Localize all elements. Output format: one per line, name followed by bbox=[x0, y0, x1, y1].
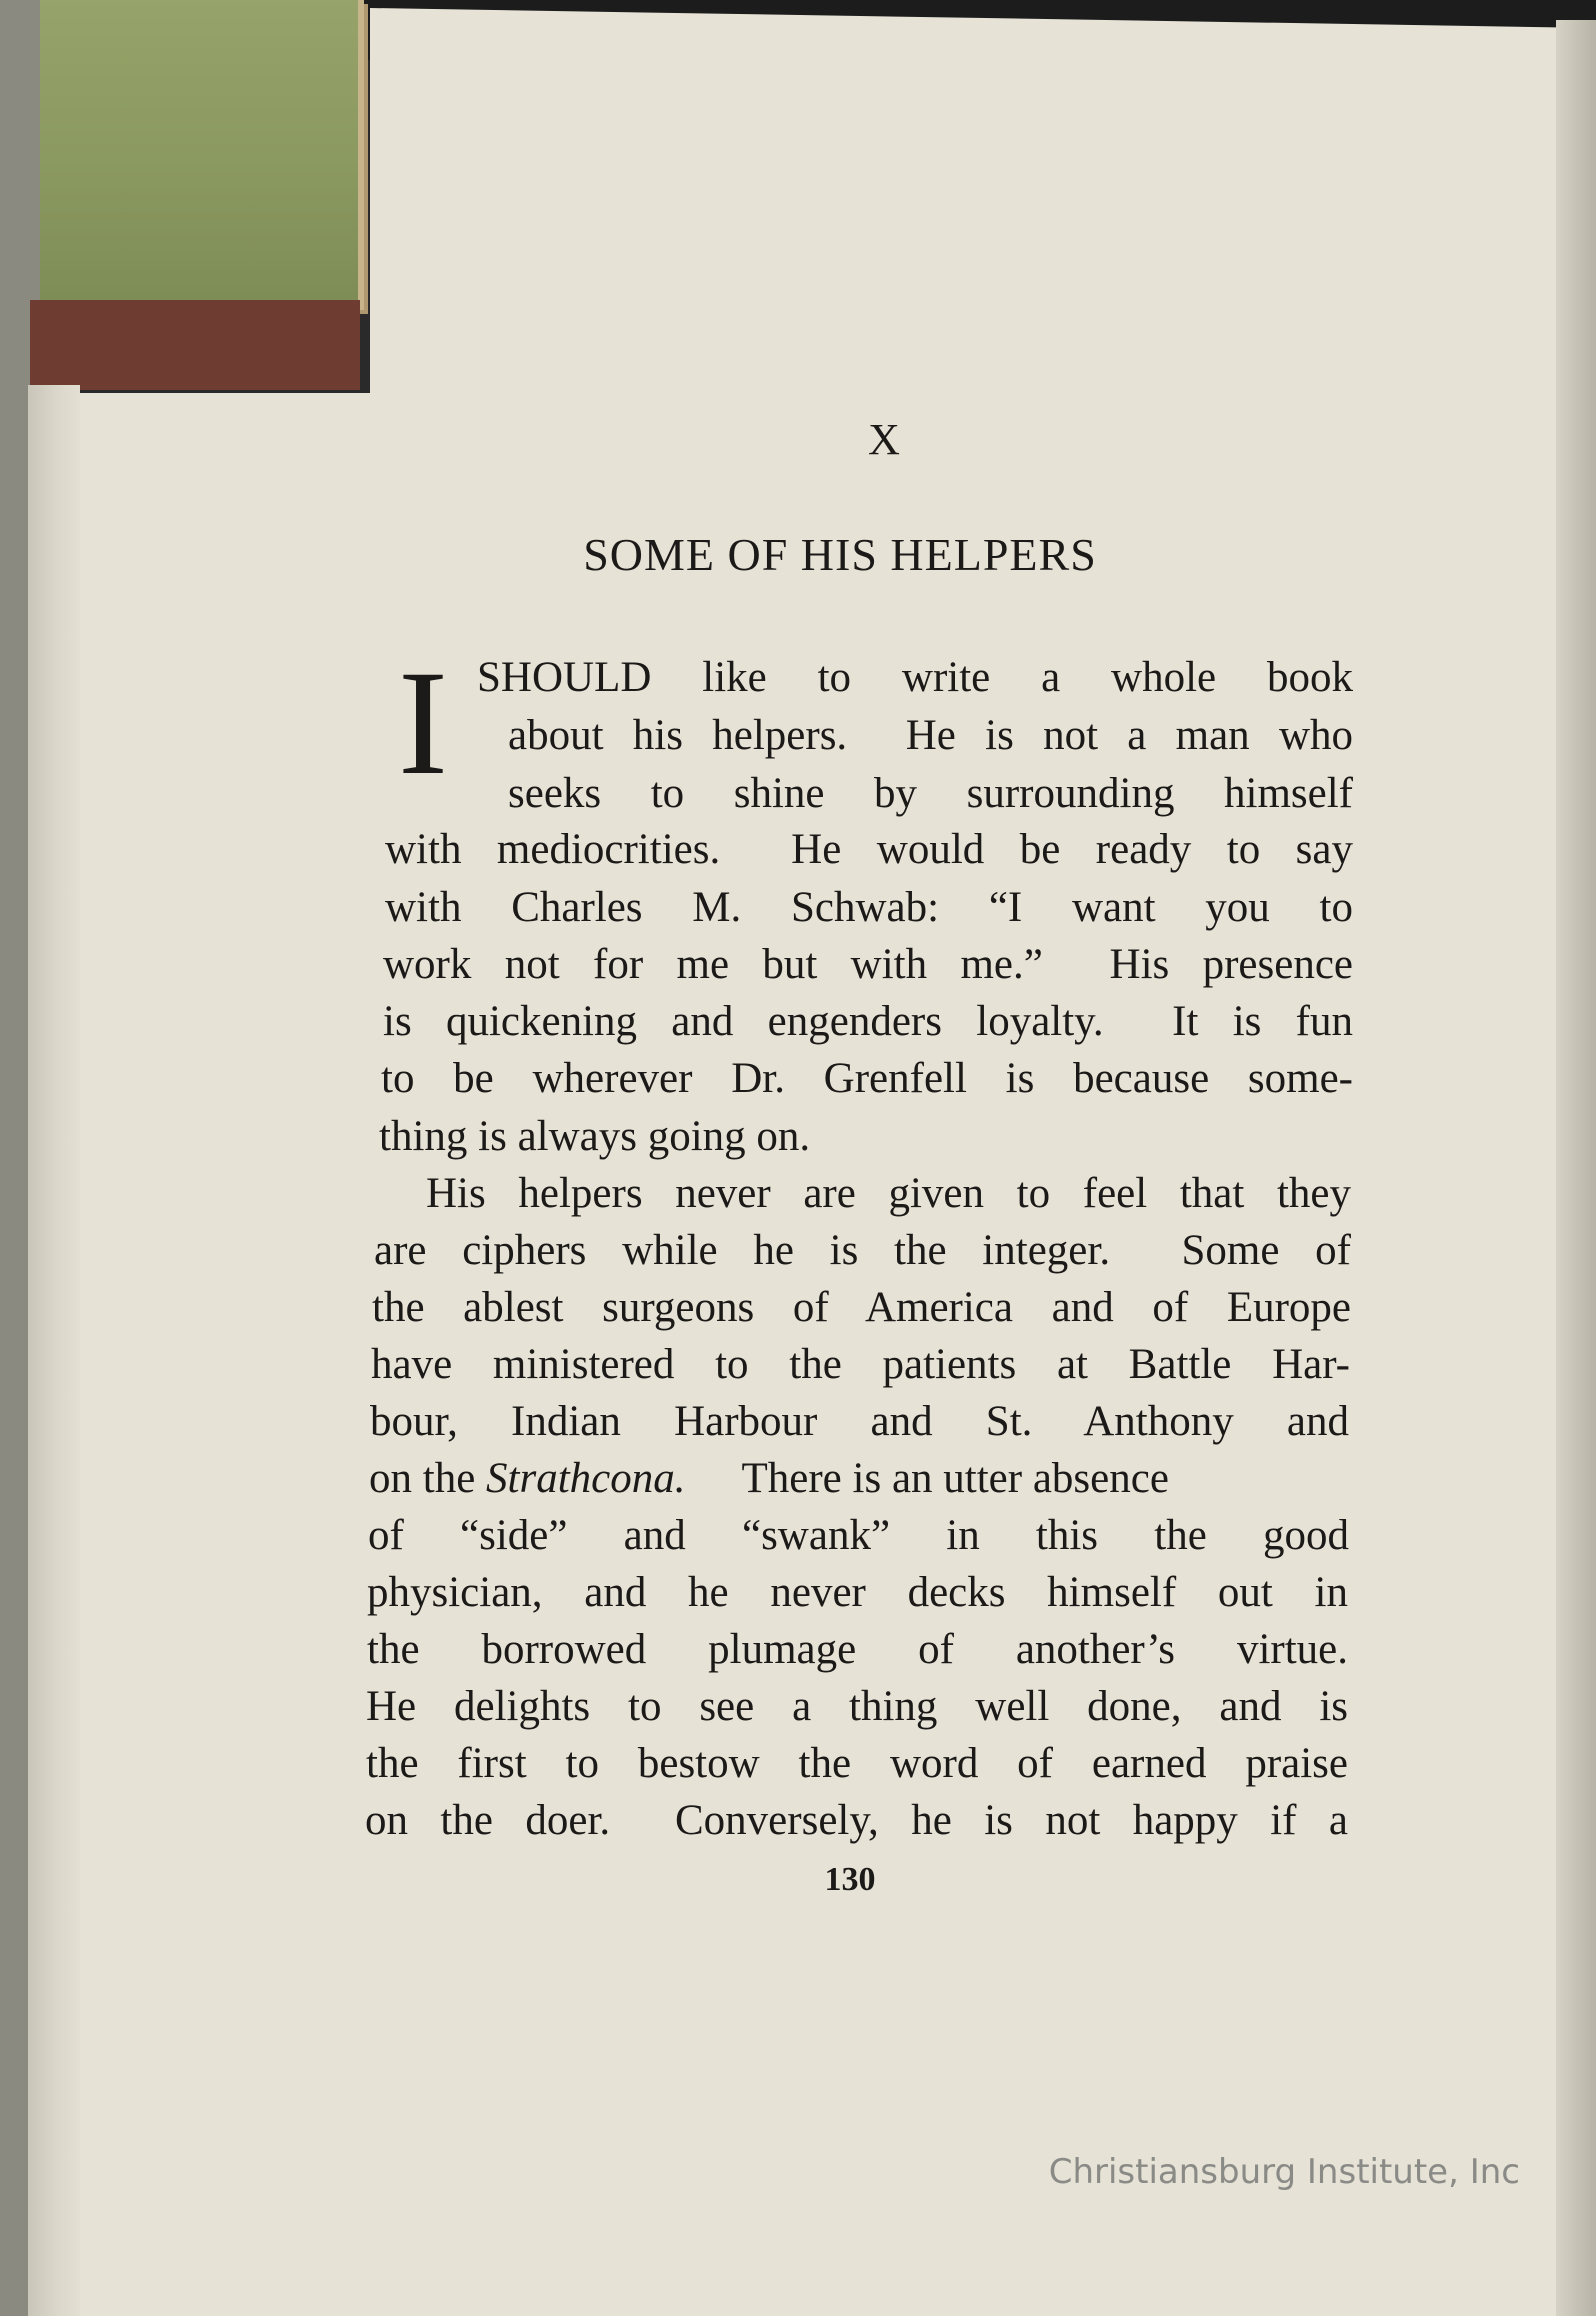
text-line: the first to bestow the word of earned praise bbox=[366, 1740, 1348, 1787]
text-line: have ministered to the patients at Battle Har- bbox=[371, 1341, 1350, 1388]
book-cover-inner bbox=[30, 300, 360, 390]
text-line: with Charles M. Schwab: “I want you to bbox=[385, 884, 1353, 931]
text-line: thing is always going on. bbox=[379, 1113, 811, 1160]
page-number: 130 bbox=[824, 1861, 876, 1898]
text-line: the borrowed plumage of another’s virtue. bbox=[367, 1626, 1348, 1673]
text-line: is quickening and engenders loyalty. It is fun bbox=[383, 998, 1353, 1045]
watermark: Christiansburg Institute, Inc bbox=[1048, 2152, 1520, 2192]
text-line: to be wherever Dr. Grenfell is because some- bbox=[381, 1055, 1353, 1102]
chapter-title: SOME OF HIS HELPERS bbox=[583, 529, 1097, 580]
text-line: on the Strathcona. There is an utter absence bbox=[369, 1455, 1169, 1502]
text-line: work not for me but with me.” His presence bbox=[383, 941, 1353, 988]
text-line: seeks to shine by surrounding himself bbox=[508, 770, 1353, 817]
text-line: physician, and he never decks himself out in bbox=[367, 1569, 1348, 1616]
text-line: with mediocrities. He would be ready to say bbox=[385, 826, 1353, 873]
text-line: bour, Indian Harbour and St. Anthony and bbox=[370, 1398, 1349, 1445]
text-line: of “side” and “swank” in this the good bbox=[368, 1512, 1349, 1559]
page-gutter bbox=[28, 385, 80, 2316]
text-line: about his helpers. He is not a man who bbox=[508, 712, 1353, 759]
page-edge bbox=[1556, 20, 1596, 2316]
drop-cap: I bbox=[398, 640, 448, 806]
text-line: the ablest surgeons of America and of Europe bbox=[372, 1284, 1351, 1331]
book-cover-corner bbox=[40, 0, 364, 310]
text-line: SHOULD like to write a whole book bbox=[477, 654, 1353, 701]
text-line: on the doer. Conversely, he is not happy if a bbox=[365, 1797, 1348, 1844]
chapter-number: X bbox=[868, 415, 900, 464]
text-line: He delights to see a thing well done, and is bbox=[366, 1683, 1348, 1730]
text-line: His helpers never are given to feel that they bbox=[426, 1170, 1351, 1217]
text-line: are ciphers while he is the integer. Some of bbox=[374, 1227, 1351, 1274]
emphasis-text: Strathcona. bbox=[486, 1455, 686, 1502]
